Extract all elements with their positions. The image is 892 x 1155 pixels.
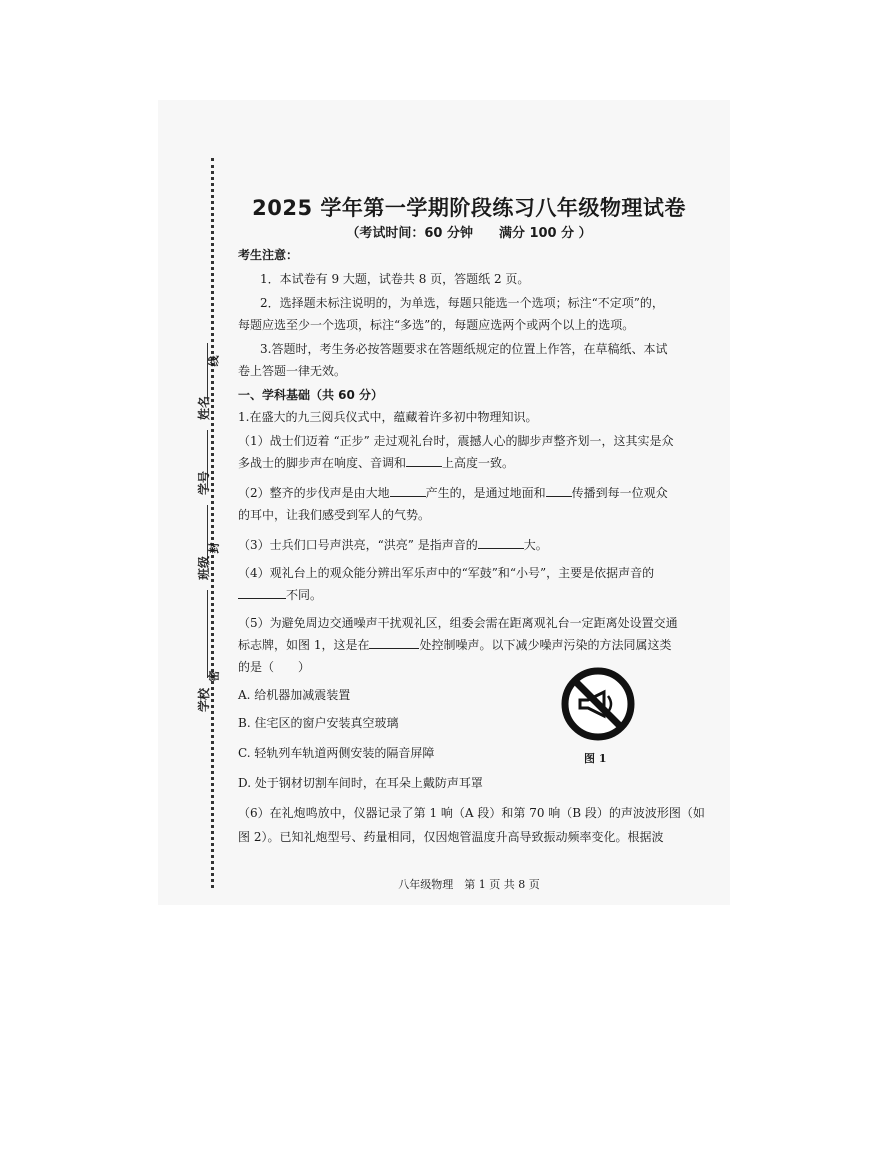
question-1-4-line-1: （4）观礼台上的观众能分辨出军乐声中的“军鼓”和“小号”，主要是依据声音的 [238,566,655,580]
question-1-1-line-1: （1）战士们迈着 “正步” 走过观礼台时，震撼人心的脚步声整齐划一，这其实是众 [238,434,674,448]
page-footer: 八年级物理 第 1 页 共 8 页 [398,878,540,891]
option-b: B. 住宅区的窗户安装真空玻璃 [238,716,399,730]
question-1-5-line-1: （5）为避免周边交通噪声干扰观礼区，组委会需在距离观礼台一定距离处设置交通 [238,616,678,630]
question-1-3 [238,538,548,552]
q1-3-text-post: 大。 [523,538,548,552]
q1-4-text-post: 不同。 [286,588,323,602]
exam-info: （考试时间：60 分钟 满分 100 分 ） [346,226,592,241]
question-1-5-line-2 [238,638,671,652]
q1-2-text-post: 传播到每一位观众 [571,486,668,500]
page-title: 2025 学年第一学期阶段练习八年级物理试卷 [252,196,686,220]
answer-blank[interactable] [369,638,419,649]
seal-mark-seal: 封 [207,542,221,554]
class-underline [207,505,208,563]
notice-item-3-cont: 卷上答题一律无效。 [238,364,347,378]
binding-dotted-line [211,158,214,888]
side-label-class: 班级 [197,555,211,580]
seal-mark-line: 线 [207,355,221,367]
seal-mark-secret: 密 [207,670,221,682]
option-d: D. 处于钢材切割车间时，在耳朵上戴防声耳罩 [238,776,483,790]
notice-item-3: 3.答题时，考生务必按答题要求在答题纸规定的位置上作答，在草稿纸、本试 [260,342,668,356]
q1-2-text-mid: 产生的，是通过地面和 [425,486,546,500]
option-a: A. 给机器加减震装置 [238,688,351,702]
notice-item-2: 2．选择题未标注说明的，为单选，每题只能选一个选项；标注“不定项”的， [260,296,664,310]
school-underline [207,590,208,678]
q1-1-text-pre: 多战士的脚步声在响度、音调和 [238,456,407,470]
section-heading: 一、学科基础（共 60 分） [238,388,384,402]
q1-5-text-post: 处控制噪声。以下减少噪声污染的方法同属这类 [419,638,672,652]
q1-3-text-pre: （3）士兵们口号声洪亮，“洪亮” 是指声音的 [238,538,478,552]
answer-blank[interactable] [478,538,524,549]
question-1-6-line-1: （6）在礼炮鸣放中，仪器记录了第 1 响（A 段）和第 70 响（B 段）的声波波形图（如 [238,806,705,820]
answer-blank[interactable] [390,486,426,497]
question-1-1-line-2 [238,456,514,470]
question-1-2-line-1 [238,486,668,500]
answer-blank[interactable] [546,486,572,497]
question-1-4-line-2 [238,588,322,602]
answer-blank[interactable] [238,588,286,599]
question-1-intro: 1.在盛大的九三阅兵仪式中，蕴藏着许多初中物理知识。 [238,410,538,424]
side-label-name: 姓名 [197,395,211,420]
no-horn-sign-icon [560,666,636,742]
q1-2-text-pre: （2）整齐的步伐声是由大地 [238,486,390,500]
notice-item-2-cont: 每题应选至少一个选项，标注“多选”的，每题应选两个或两个以上的选项。 [238,318,635,332]
notice-item-1: 1．本试卷有 9 大题，试卷共 8 页，答题纸 2 页。 [260,272,530,286]
q1-5-text-pre: 标志牌，如图 1，这是在 [238,638,370,652]
name-underline [207,343,208,401]
question-1-5-line-3: 的是（ ） [238,660,311,674]
question-1-2-line-2: 的耳中，让我们感受到军人的气势。 [238,508,431,522]
answer-blank[interactable] [406,456,442,467]
side-label-school: 学校 [197,687,211,712]
side-label-number: 学号 [197,470,211,495]
notice-heading: 考生注意： [238,248,299,262]
q1-1-text-post: 上高度一致。 [442,456,515,470]
figure-caption: 图 1 [584,752,607,765]
question-1-6-line-2: 图 2）。已知礼炮型号、药量相同，仅因炮管温度升高导致振动频率变化。根据波 [238,830,664,844]
option-c: C. 轻轨列车轨道两侧安装的隔音屏障 [238,746,435,760]
